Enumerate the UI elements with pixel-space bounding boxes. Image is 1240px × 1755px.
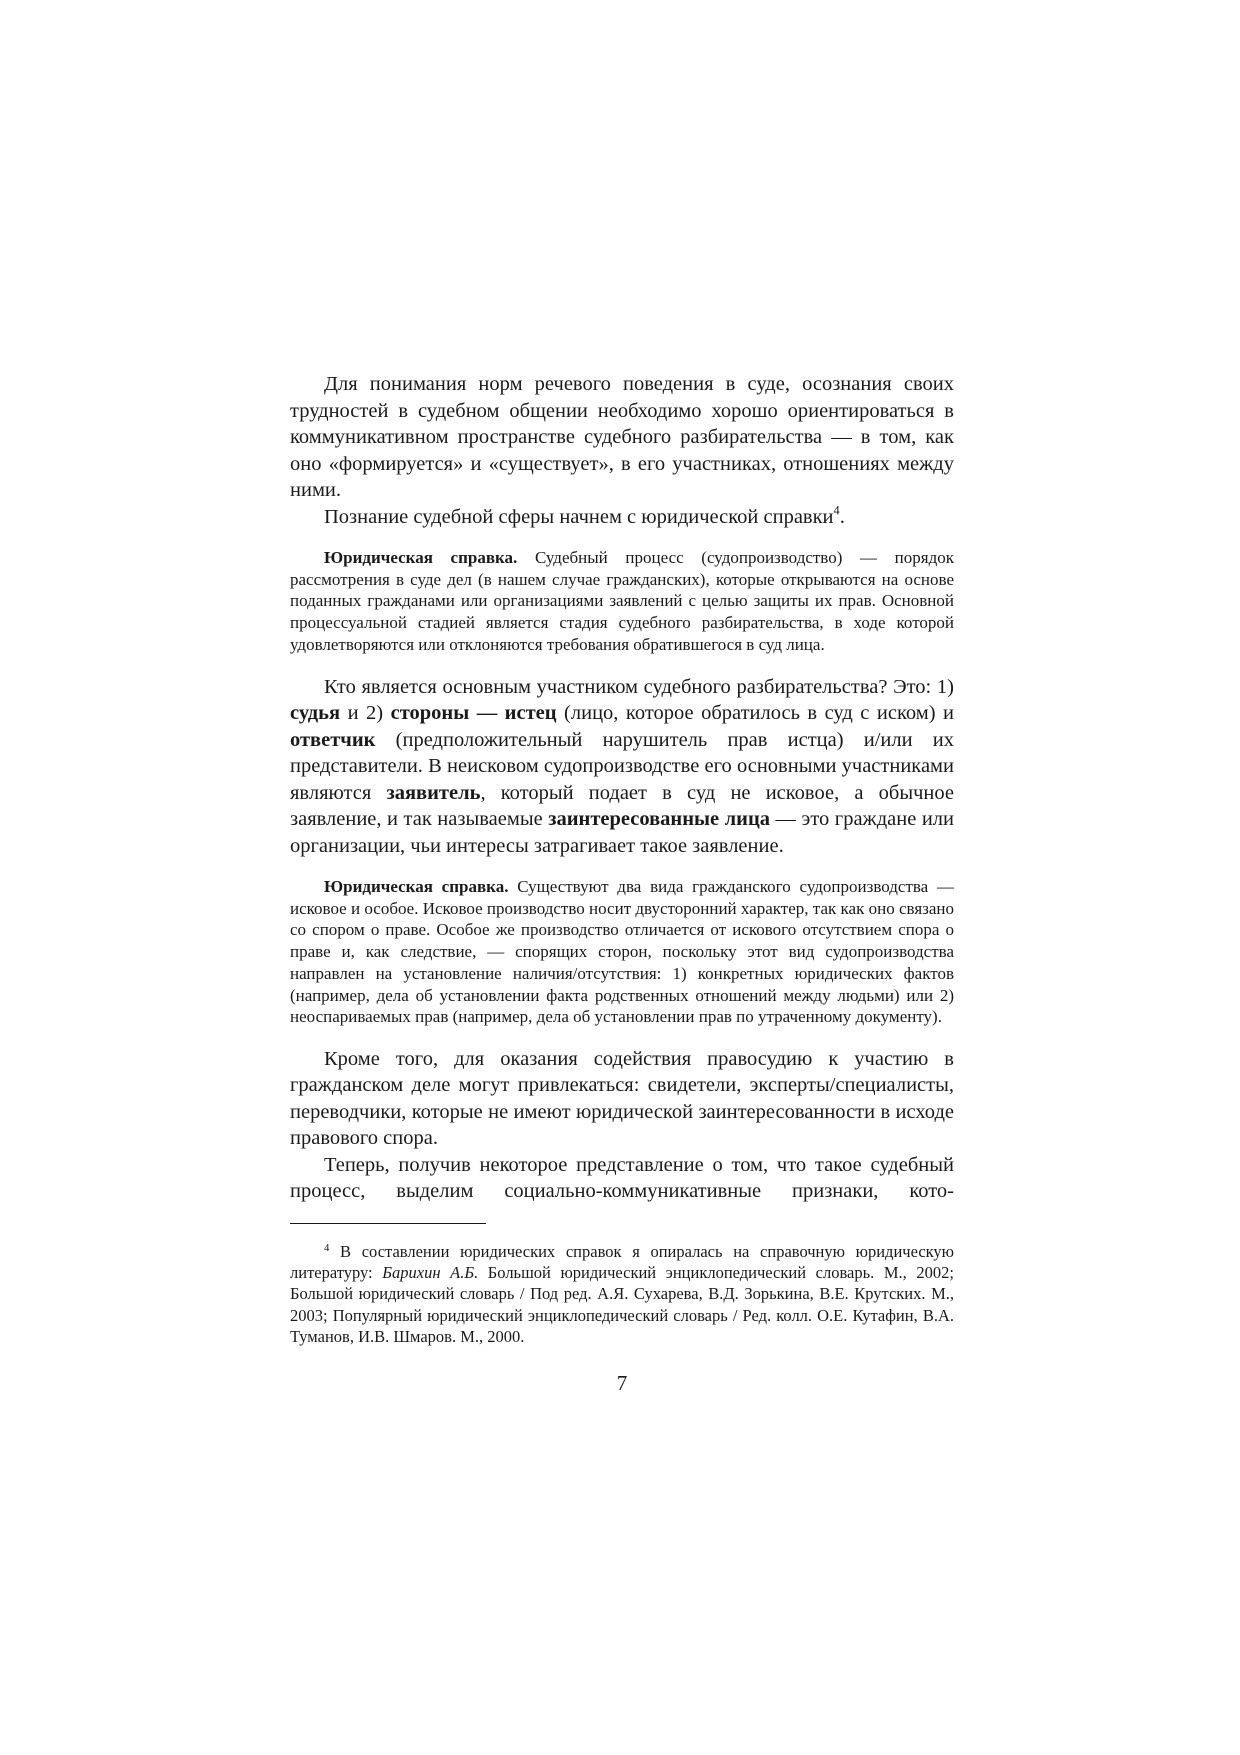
term-applicant: заявитель: [386, 781, 481, 804]
participants-text-4: (предположительный нарушитель прав истца) и/или их представители. В неисковом судопроизводстве его основными участниками являются: [290, 728, 954, 804]
page-number: 7: [616, 1371, 628, 1395]
term-judge: судья: [290, 702, 341, 725]
footnote-4-mark: 4: [324, 1242, 330, 1255]
footnote-4: [290, 1241, 954, 1347]
paragraph-conclusion-text: Теперь, получив некоторое представление о том, что такое судебный процесс, выделим социально-коммуникативные признаки, кото-: [290, 1153, 954, 1203]
footnote-4-text-1: В составлении юридических справок я опиралась на справочную юридическую литературу:: [290, 1241, 954, 1283]
paragraph-assistance-text: Кроме того, для оказания содействия правосудию к участию в гражданском деле могут привлекаться: свидетели, эксперты/специалисты, переводчики, которые не имеют юридической заинтересованности в исходе правового спора.: [290, 1047, 954, 1150]
term-parties-plaintiff: стороны — истец: [390, 702, 557, 725]
paragraph-reference-lead-text: Познание судебной сферы начнем с юридической справки: [324, 505, 834, 528]
footnote-reference-4[interactable]: 4: [833, 502, 840, 517]
paragraph-intro: [290, 371, 954, 504]
legal-note-1-label: Юридическая справка.: [324, 548, 518, 567]
participants-text-2: и 2): [340, 702, 391, 725]
paragraph-assistance: [290, 1046, 954, 1152]
participants-text-6: — это граждане или организации, чьи интересы затрагивает такое заявление.: [290, 808, 954, 857]
participants-text-5: , который подает в суд не исковое, а обычное заявление, и так называемые: [290, 781, 954, 831]
term-interested-persons: заинтересованные лица: [548, 808, 771, 831]
footnote-divider: [290, 1223, 486, 1224]
paragraph-participants: [290, 674, 954, 860]
main-text: [290, 371, 954, 1347]
paragraph-conclusion: [290, 1152, 954, 1205]
footnote-4-text-2: Большой юридический энциклопедический словарь. М., 2002; Большой юридический словарь / Под ред. А.Я. Сухарева, В.Д. Зорькина, В.Е. Крутских. М., 2003; Популярный юридический энциклопедический словарь / Ред. колл. О.Е. Кутафин, В.А. Туманов, И.В. Шмаров. М., 2000.: [290, 1263, 954, 1346]
legal-note-1-text: Судебный процесс (судопроизводство) — порядок рассмотрения в суде дел (в нашем случае гражданских), которые открываются на основе поданных гражданами или организациями заявлений с целью защиты их прав. Основной процессуальной стадией является стадия судебного разбирательства, в ходе которой удовлетворяются или отклоняются требования обратившегося в суд лица.: [290, 548, 954, 654]
term-defendant: ответчик: [290, 728, 376, 751]
paragraph-reference-lead-end: .: [839, 505, 845, 528]
legal-note-2: [290, 876, 954, 1028]
participants-text-1: Кто является основным участником судебного разбирательства? Это: 1): [324, 675, 954, 698]
paragraph-reference-lead: [290, 504, 954, 531]
paragraph-intro-text: Для понимания норм речевого поведения в суде, осознания своих трудностей в судебном общении необходимо хорошо ориентироваться в коммуникативном пространстве судебного разбирательства — в том, как оно «формируется» и «существует», в его участниках, отношениях между ними.: [290, 373, 954, 501]
participants-text-3: (лицо, которое обратилось в суд с иском) и: [556, 702, 954, 725]
legal-note-2-label: Юридическая справка.: [324, 877, 509, 897]
legal-note-2-text: Существуют два вида гражданского судопроизводства — исковое и особое. Исковое производство носит двусторонний характер, так как оно связано со спором о праве. Особое же производство отличается от искового отсутствием спора о праве и, как следствие, — спорящих сторон, поскольку этот вид судопроизводства направлен на установление наличия/отсутствия: 1) конкретных юридических фактов (например, дела об установлении факта родственных отношений между людьми) или 2) неоспариваемых прав (например, дела об установлении прав по утраченному документу).: [290, 877, 954, 1027]
footnote-4-author: Барихин А.Б.: [382, 1263, 479, 1283]
legal-note-1: [290, 547, 954, 656]
